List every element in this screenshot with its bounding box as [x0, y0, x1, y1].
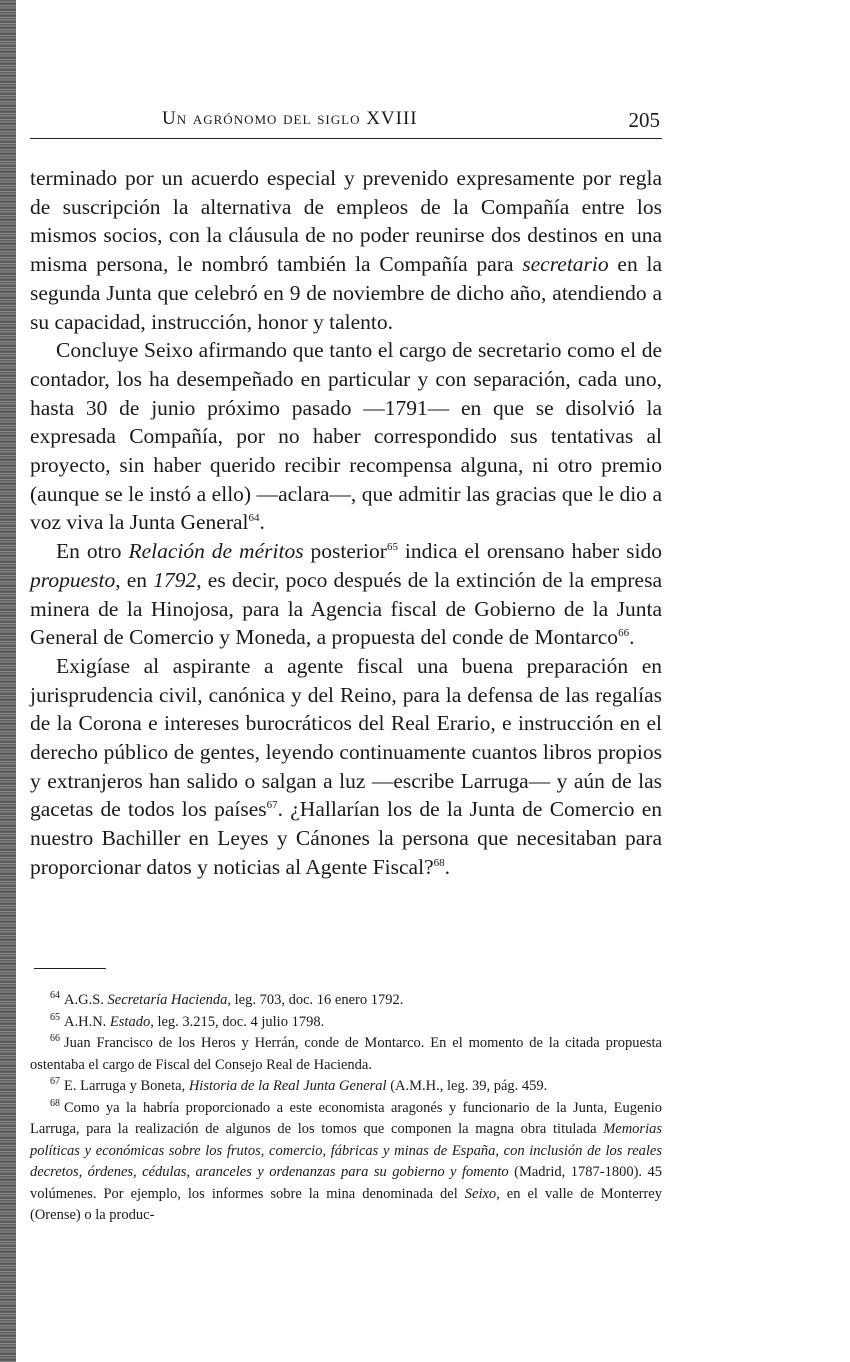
paragraph-4: Exigíase al aspirante a agente fiscal una buena preparación en jurisprudencia civil, canónica y del Reino, para la defensa de las regalías de la Corona e intereses burocráticos del Real Erario, e instrucción en el derecho público de gentes, leyendo continuamente cuantos libros propios y extranjeros han salido o salgan a luz —escribe Larruga— y aún de las gacetas de todos los países$^{67}$. ¿Hallarían los de la Junta de Comercio en nuestro Bachiller en Leyes y Cánones la persona que necesitaban para proporcionar datos y noticias al Agente Fiscal?$^{68}$. — [30, 653, 662, 879]
footnotes-rule — [34, 968, 106, 969]
book-page — [30, 0, 670, 1362]
paragraph-2: Concluye Seixo afirmando que tanto el cargo de secretario como el de contador, los ha desempeñado en particular y con separación, cada uno, hasta 30 de junio próximo pasado —1791— en que se disolvió la expresada Compañía, por no haber correspondido sus tentativas al proyecto, sin haber querido recibir recompensa alguna, ni otro premio (aunque se le instó a ello) —aclara—, que admitir las gracias que le dio a voz viva la Junta General$^{64}$. — [30, 338, 662, 535]
footnote-ref: 65 — [386, 540, 398, 553]
paragraph-1: terminado por un acuerdo especial y prevenido expresamente por regla de suscripción la alternativa de empleos de la Compañía entre los mismos socios, con la cláusula de no poder reunirse dos destinos en una misma persona, le nombró también la Compañía para secretario en la segunda Junta que celebró en 9 de noviembre de dicho año, atendiendo a su capacidad, instrucción, honor y talento. — [30, 166, 663, 334]
paragraph-3: En otro Relación de méritos posterior$^{65}$ indica el orensano haber sido propuesto, en 1792, es decir, poco después de la extinción de la empresa minera de la Hinojosa, para la Agencia fiscal de Gobierno de la Junta General de Comercio y Moneda, a propuesta del conde de Montarco$^{66}$. — [30, 539, 662, 650]
footnote-ref: 66 — [618, 627, 630, 640]
page-number: 205 — [628, 108, 660, 132]
footnote-66: $^{66}$ Juan Francisco de los Heros y Herrán, conde de Montarco. En el momento de la citada propuesta ostentaba el cargo de Fiscal del Consejo Real de Hacienda. — [30, 1033, 662, 1073]
footnote-ref: 68 — [433, 856, 445, 869]
footnote-ref: 67 — [266, 799, 278, 812]
footnote-67: $^{67}$ E. Larruga y Boneta, Historia de la Real Junta General (A.M.H., leg. 39, pág. 459. — [50, 1076, 548, 1094]
running-title: Un agrónomo del siglo XVIII — [162, 108, 418, 129]
footnotes — [30, 990, 662, 1227]
footnote-64: $^{64}$ A.G.S. Secretaría Hacienda, leg. 703, doc. 16 enero 1792. — [50, 990, 404, 1008]
header-rule — [30, 138, 662, 139]
footnote-68: $^{68}$ Como ya la habría proporcionado a este economista aragonés y funcionario de la Junta, Eugenio Larruga, para la realización de algunos de los tomos que componen la magna obra titulada Memorias políticas y económicas sobre los frutos, comercio, fábricas y minas de España, con inclusión de los reales decretos, órdenes, cédulas, aranceles y ordenanzas para su gobierno y fomento (Madrid, 1787-1800). 45 volúmenes. Por ejemplo, los informes sobre la mina denominada del Seixo, en el valle de Monterrey (Orense) o la produc- — [30, 1097, 662, 1223]
footnote-65: $^{65}$ A.H.N. Estado, leg. 3.215, doc. 4 julio 1798. — [50, 1011, 325, 1030]
body-text — [30, 164, 662, 882]
page-header — [30, 108, 660, 138]
footnote-ref: 64 — [248, 512, 260, 525]
book-binding-edge — [0, 0, 16, 1362]
